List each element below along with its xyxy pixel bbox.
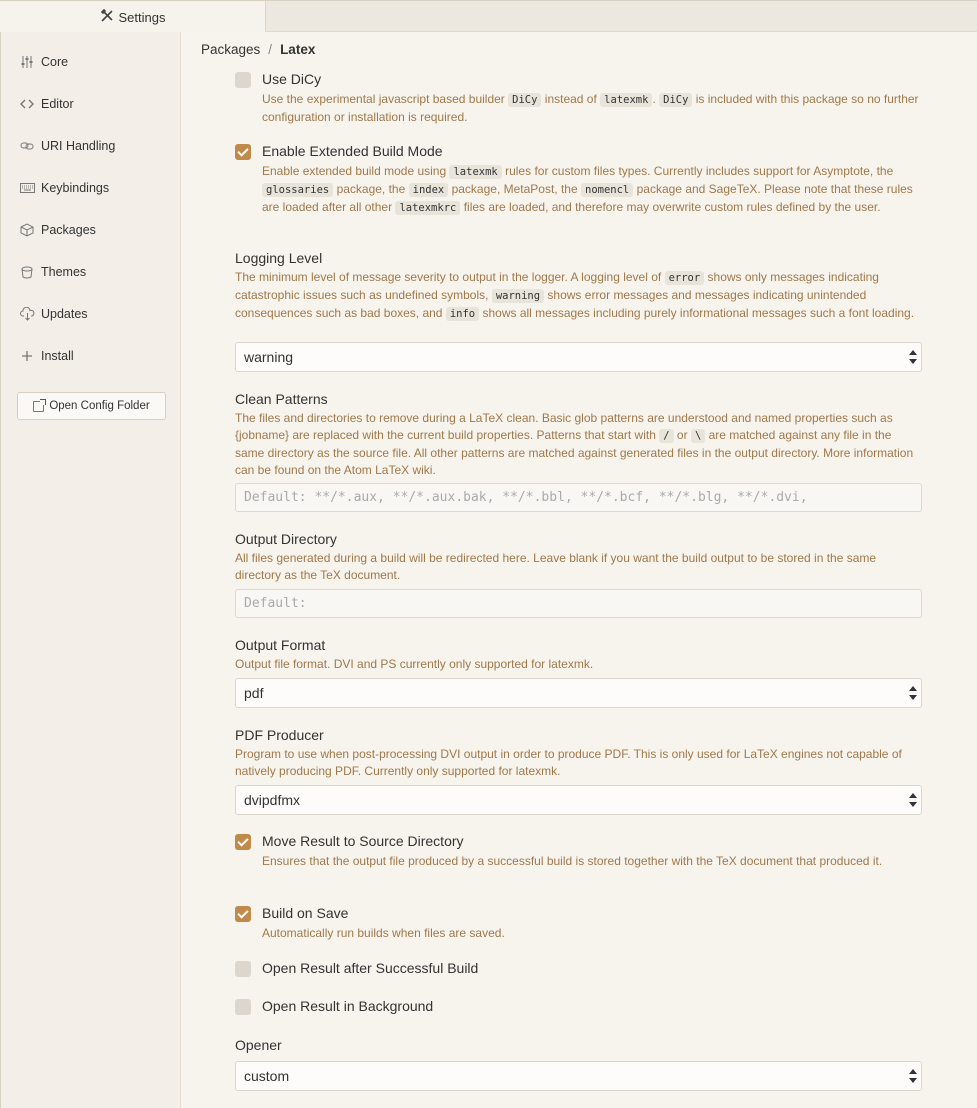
- setting-description: Ensures that the output file produced by a successful build is stored together with the TeX document that produced it.: [262, 854, 883, 868]
- build-on-save-checkbox[interactable]: [235, 906, 251, 922]
- setting-title: Opener: [235, 1037, 282, 1053]
- select-value: dvipdfmx: [244, 792, 301, 808]
- sidebar-item-label: Keybindings: [41, 181, 110, 195]
- setting-description: The files and directories to remove during a LaTeX clean. Basic glob patterns are understood and named properties such as {jobname} are replaced with the current build properties. Patterns that start with / or \ are matched against any file in the same directory as the source file. All other patterns are matched against generated files in the output directory. More information can be found on the Atom LaTeX wiki.: [235, 411, 914, 477]
- sidebar-item-label: Packages: [41, 223, 96, 237]
- logging-level-select[interactable]: [235, 342, 922, 372]
- setting-opener: [235, 1037, 923, 1056]
- output-format-select[interactable]: [235, 678, 922, 708]
- paintcan-icon: [19, 264, 35, 280]
- sidebar-item-core[interactable]: [19, 52, 68, 72]
- breadcrumb-packages[interactable]: Packages: [201, 42, 261, 57]
- sidebar-item-label: Editor: [41, 97, 74, 111]
- sidebar-item-install[interactable]: [19, 346, 74, 366]
- select-value: pdf: [244, 685, 264, 701]
- setting-description: Enable extended build mode using latexmk rules for custom files types. Currently includes support for Asymptote, the glossaries package, the index package, MetaPost, the nomencl package and SageTeX. Please note that these rules are loaded after all other latexmkrc files are loaded, and therefore may overwrite custom rules defined by the user.: [262, 164, 913, 214]
- tab-label: Settings: [118, 9, 166, 25]
- move-result-checkbox[interactable]: [235, 834, 251, 850]
- sidebar-item-label: Core: [41, 55, 69, 69]
- breadcrumb: [201, 42, 315, 57]
- sidebar-item-label: URI Handling: [41, 139, 116, 153]
- setting-logging-level: [235, 250, 923, 323]
- extended-build-checkbox[interactable]: [235, 144, 251, 160]
- setting-description: All files generated during a build will be redirected here. Leave blank if you want the build output to be stored in the same directory as the TeX document.: [235, 551, 877, 582]
- setting-title: Build on Save: [262, 905, 349, 921]
- sidebar-item-label: Updates: [41, 307, 88, 321]
- external-link-icon: [33, 401, 44, 412]
- clean-patterns-input[interactable]: Default: **/*.aux, **/*.aux.bak, **/*.bbl, **/*.bcf, **/*.blg, **/*.dvi,: [235, 483, 922, 512]
- setting-description: Program to use when post-processing DVI output in order to produce PDF. This is only used for LaTeX engines not capable of natively producing PDF. Currently only supported for latexmk.: [235, 747, 902, 778]
- select-value: custom: [244, 1068, 290, 1084]
- setting-title: Move Result to Source Directory: [262, 833, 464, 849]
- setting-description: Output file format. DVI and PS currently only supported for latexmk.: [235, 657, 594, 671]
- setting-output-directory: [235, 531, 923, 584]
- open-result-checkbox[interactable]: [235, 961, 251, 977]
- package-icon: [19, 222, 35, 238]
- setting-title: PDF Producer: [235, 727, 324, 743]
- setting-output-format: [235, 637, 923, 673]
- sidebar-item-keybindings[interactable]: [19, 178, 109, 198]
- open-config-folder-button[interactable]: [17, 392, 166, 420]
- tab-bar: [0, 0, 977, 32]
- setting-title: Clean Patterns: [235, 391, 328, 407]
- setting-title: Open Result in Background: [262, 998, 434, 1014]
- select-arrows-icon: [909, 793, 917, 809]
- plus-icon: [19, 348, 35, 364]
- pdf-producer-select[interactable]: [235, 785, 922, 815]
- sidebar-item-themes[interactable]: [19, 262, 86, 282]
- output-directory-input[interactable]: Default:: [235, 589, 922, 618]
- select-arrows-icon: [909, 1069, 917, 1085]
- breadcrumb-separator: /: [268, 42, 273, 57]
- cloud-download-icon: [19, 306, 35, 322]
- code-icon: [19, 96, 35, 112]
- setting-pdf-producer: [235, 727, 923, 780]
- setting-clean-patterns: [235, 391, 923, 479]
- use-dicy-checkbox[interactable]: [235, 72, 251, 88]
- setting-title: Open Result after Successful Build: [262, 960, 479, 976]
- setting-title: Enable Extended Build Mode: [262, 143, 443, 159]
- opener-select[interactable]: [235, 1061, 922, 1091]
- link-icon: [19, 138, 35, 154]
- sidebar-item-uri-handling[interactable]: [19, 136, 115, 156]
- setting-title: Use DiCy: [262, 71, 322, 87]
- settings-panel: [182, 32, 977, 1108]
- setting-description: Use the experimental javascript based builder DiCy instead of latexmk . DiCy is included with this package so no further configuration or installation is required.: [262, 92, 919, 124]
- breadcrumb-current: Latex: [280, 42, 316, 57]
- sidebar-item-label: Themes: [41, 265, 87, 279]
- select-arrows-icon: [909, 350, 917, 366]
- tab-settings[interactable]: [0, 1, 266, 33]
- open-config-label: Open Config Folder: [49, 400, 150, 412]
- setting-title: Logging Level: [235, 250, 323, 266]
- sidebar-item-label: Install: [41, 349, 74, 363]
- setting-description: The minimum level of message severity to output in the logger. A logging level of error shows only messages indicating catastrophic issues such as undefined symbols, warning shows error messages and messages indicating unintended consequences such as bad boxes, and info shows all messages including purely informational messages such a font loading.: [235, 270, 915, 320]
- sidebar-item-packages[interactable]: [19, 220, 96, 240]
- sidebar-item-editor[interactable]: [19, 94, 74, 114]
- sliders-icon: [19, 54, 35, 70]
- sidebar-item-updates[interactable]: [19, 304, 88, 324]
- setting-description: Automatically run builds when files are saved.: [262, 926, 505, 940]
- select-arrows-icon: [909, 686, 917, 702]
- setting-title: Output Directory: [235, 531, 337, 547]
- setting-title: Output Format: [235, 637, 326, 653]
- select-value: warning: [244, 349, 294, 365]
- keyboard-icon: [19, 180, 35, 196]
- tools-icon: [100, 9, 114, 26]
- open-background-checkbox[interactable]: [235, 999, 251, 1015]
- sidebar: [0, 32, 181, 1108]
